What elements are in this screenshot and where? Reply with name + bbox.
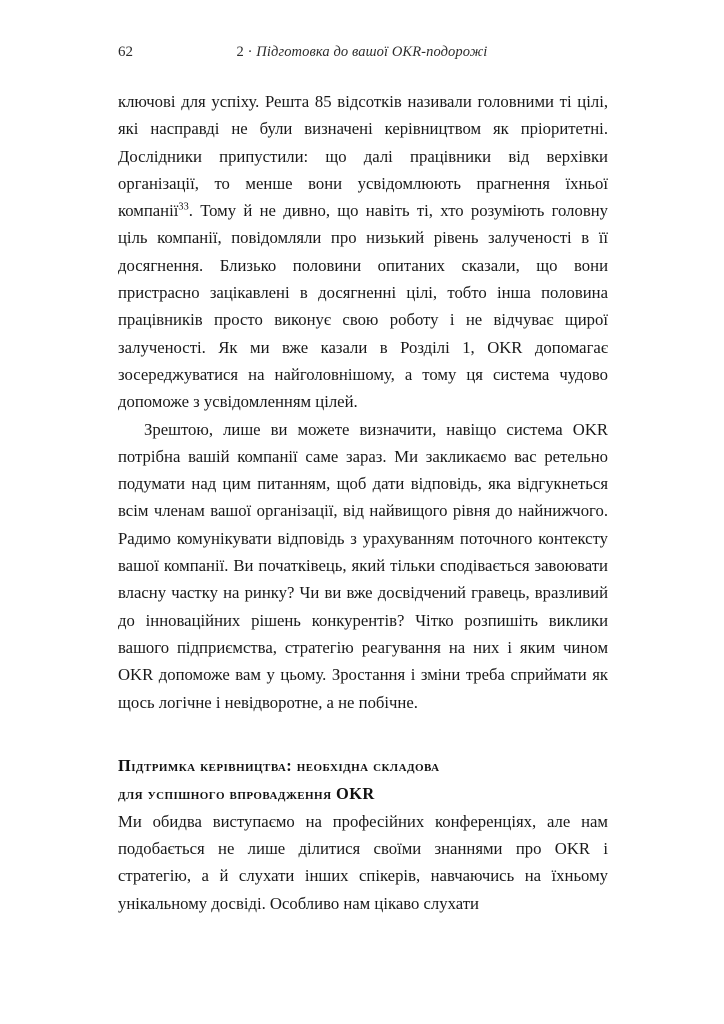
footnote-marker-33: 33 bbox=[178, 201, 189, 213]
running-head-chapter bbox=[237, 44, 488, 61]
paragraph-2: Зрештою, лише ви можете визначити, навіщо система OKR потрібна вашій компанії саме зараз. Ми закликаємо вас ретельно подумати над цим питанням, щоб дати відповідь, яка відгукнеться всім членам вашої організації, від найвищого рівня до найнижчого. Радимо комунікувати відповідь з урахуванням поточного контексту вашої компанії. Ви початківець, який тільки сподівається завоювати власну частку на ринку? Чи ви вже досвідчений гравець, вразливий до інноваційних рішень конкурентів? Чітко розпишіть виклики вашого підприємства, стратегію реагування на них і яким чином OKR допоможе вам у цьому. Зростання і зміни треба сприймати як щось логічне і невідворотне, а не побічне. bbox=[118, 419, 608, 712]
running-head-separator: · bbox=[243, 44, 257, 60]
running-head bbox=[118, 44, 606, 66]
running-head-chapter-title: Підготовка до вашої OKR-подорожі bbox=[256, 44, 488, 60]
paragraph-3: Ми обидва виступаємо на професійних конференціях, але нам подобається не лише ділитися своїми знаннями про OKR і стратегію, а й слухати інших спікерів, навчаючись на їхньому унікальному досвіді. Особливо нам цікаво слухати bbox=[118, 811, 608, 913]
paragraph-1-text-before-note: ключові для успіху. Решта 85 відсотків називали головними ті цілі, які насправді не були визначені керівництвом як пріоритетні. Дослідники припустили: що далі працівники від верхівки організації, то менше вони усвідомлюють прагнення їхньої компанії bbox=[118, 92, 608, 221]
paragraph-1 bbox=[118, 88, 608, 416]
body-text-column bbox=[118, 88, 608, 917]
section-heading-line-2: для успішного впровадження OKR bbox=[118, 783, 375, 803]
section-heading-line-1: Підтримка керівництва: необхідна складова bbox=[118, 755, 440, 775]
page-number: 62 bbox=[118, 44, 133, 60]
section-heading bbox=[118, 752, 608, 808]
paragraph-1-text-after-note: . Тому й не дивно, що навіть ті, хто розуміють головну ціль компанії, повідомляли про низький рівень залученості в її досягнення. Близько половини опитаних сказали, що вони пристрасно зацікавлені в досягненні цілі, тобто інша половина працівників просто виконує свою роботу і не відчуває щирої залученості. Як ми вже казали в Розділі 1, OKR допомагає зосереджуватися на найголовнішому, а тому ця система чудово допоможе з усвідомленням цілей. bbox=[118, 201, 608, 412]
running-head-chapter-number: 2 bbox=[236, 44, 244, 60]
